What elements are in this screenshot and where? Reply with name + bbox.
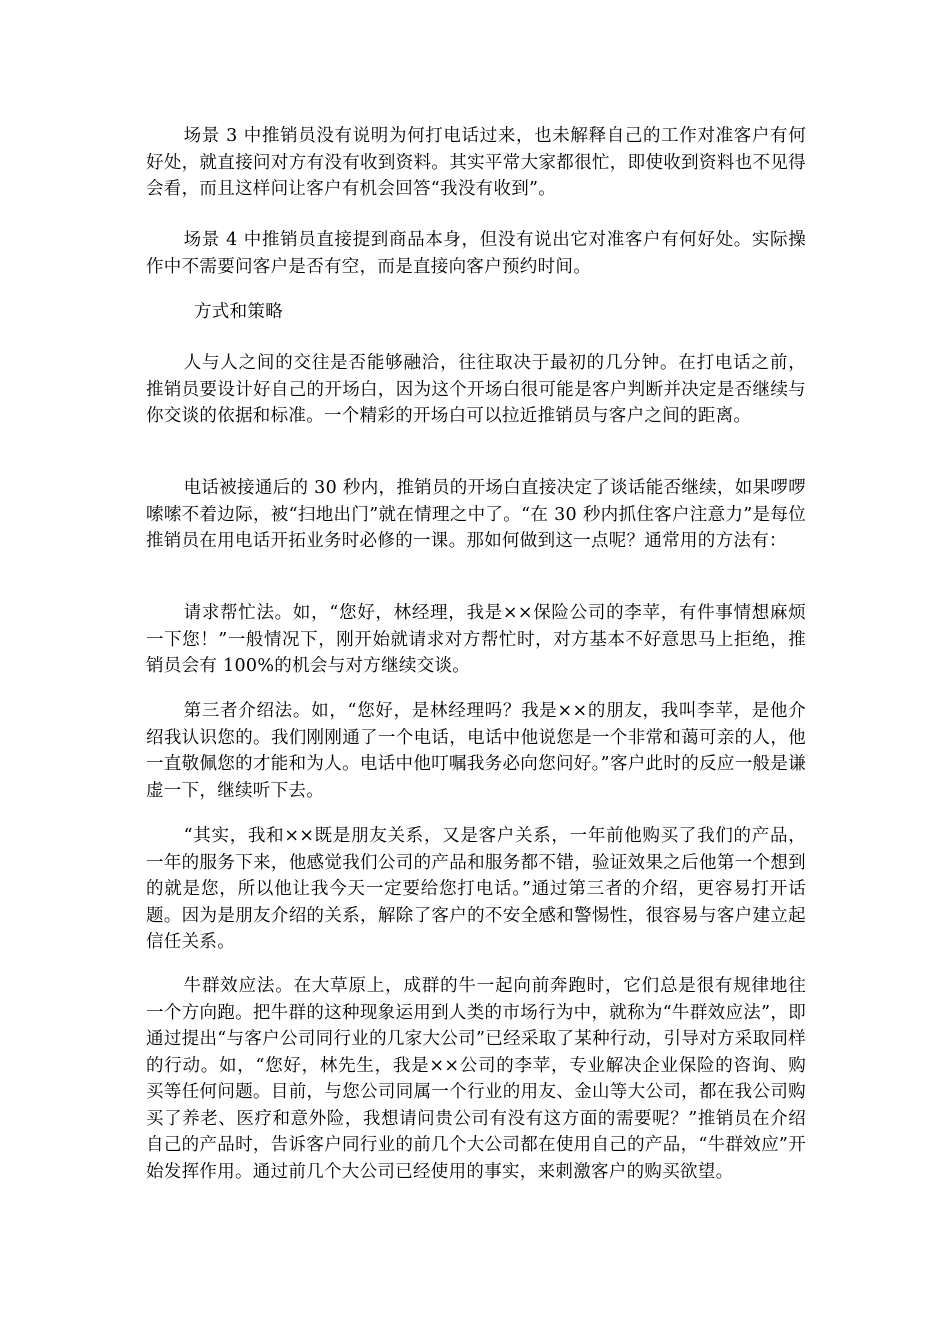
paragraph-friend-quote: [146, 823, 806, 956]
paragraph-herd-effect: [146, 973, 806, 1185]
paragraph-text: 牛群效应法。在大草原上，成群的牛一起向前奔跑时，它们总是很有规律地往一个方向跑。把牛群的这种现象运用到人类的市场行为中，就称为“牛群效应法”，即通过提出“与客户公司同行业的几家大公司”已经采取了某种行动，引导对方采取同样的行动。如，“您好，林先生，我是××公司的李苹，专业解决企业保险的咨询、购买等任何问题。目前，与您公司同属一个行业的用友、金山等大公司，都在我公司购买了养老、医疗和意外险，我想请问贵公司有没有这方面的需要呢？”推销员在介绍自己的产品时，告诉客户同行业的前几个大公司都在使用自己的产品，“牛群效应”开始发挥作用。通过前几个大公司已经使用的事实，来刺激客户的购买欲望。: [146, 976, 806, 1182]
paragraph-text: 请求帮忙法。如，“您好，林经理，我是××保险公司的李苹，有件事情想麻烦一下您！”一般情况下，刚开始就请求对方帮忙时，对方基本不好意思马上拒绝，推销员会有 100%的机会与对方继续交谈。: [146, 603, 806, 676]
paragraph-scene-4: [146, 227, 806, 280]
paragraph-scene-3: [146, 123, 806, 203]
paragraph-text: 场景 4 中推销员直接提到商品本身，但没有说出它对准客户有何好处。实际操作中不需要问客户是否有空，而是直接向客户预约时间。: [146, 230, 806, 277]
paragraph-text: 场景 3 中推销员没有说明为何打电话过来，也未解释自己的工作对准客户有何好处，就直接问对方有没有收到资料。其实平常大家都很忙，即使收到资料也不见得会看，而且这样问让客户有机会回答“我没有收到”。: [146, 126, 806, 199]
paragraph-ask-for-help: [146, 600, 806, 680]
paragraph-text: 电话被接通后的 30 秒内，推销员的开场白直接决定了谈话能否继续，如果啰啰嗦嗦不着边际，被“扫地出门”就在情理之中了。“在 30 秒内抓住客户注意力”是每位推销员在用电话开拓业务时必修的一课。那如何做到这一点呢？通常用的方法有：: [146, 478, 806, 551]
paragraph-text: 人与人之间的交往是否能够融洽，往往取决于最初的几分钟。在打电话之前，推销员要设计好自己的开场白，因为这个开场白很可能是客户判断并决定是否继续与你交谈的依据和标准。一个精彩的开场白可以拉近推销员与客户之间的距离。: [146, 353, 806, 426]
heading-methods-and-strategies: 方式和策略: [194, 302, 283, 322]
section-heading: [146, 299, 806, 326]
paragraph-text: “其实，我和××既是朋友关系，又是客户关系，一年前他购买了我们的产品，一年的服务下来，他感觉我们公司的产品和服务都不错，验证效果之后他第一个想到的就是您，所以他让我今天一定要给您打电话。”通过第三者的介绍，更容易打开话题。因为是朋友介绍的关系，解除了客户的不安全感和警惕性，很容易与客户建立起信任关系。: [146, 826, 806, 952]
paragraph-text: 第三者介绍法。如，“您好，是林经理吗？我是××的朋友，我叫李苹，是他介绍我认识您的。我们刚刚通了一个电话，电话中他说您是一个非常和蔼可亲的人，他一直敬佩您的才能和为人。电话中他叮嘱我务必向您问好。”客户此时的反应一般是谦虚一下，继续听下去。: [146, 701, 806, 801]
paragraph-30-seconds: [146, 475, 806, 555]
paragraph-third-party: [146, 698, 806, 804]
paragraph-opening: [146, 350, 806, 430]
